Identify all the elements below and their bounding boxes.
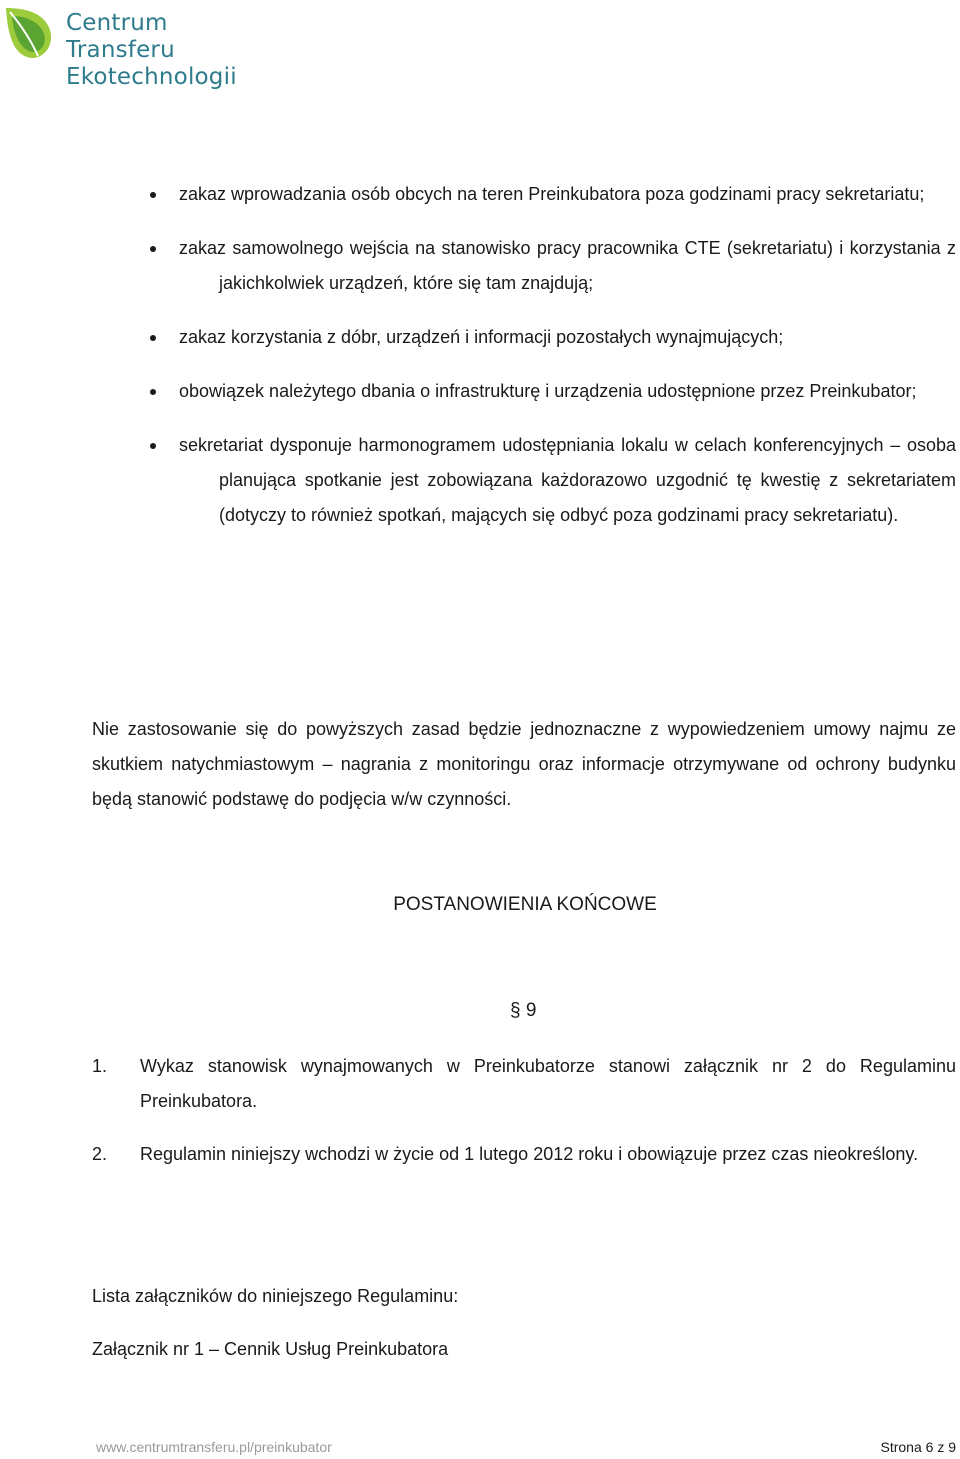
logo-line-1: Centrum [66,10,168,36]
consequences-paragraph: Nie zastosowanie się do powyższych zasad będzie jednoznaczne z wypowiedzeniem umowy najmu ze skutkiem natychmiastowym – nagrania z monitoringu oraz informacje otrzymywane od ochrony budynku będą stanowić podstawę do podjęcia w/w czynności. [92,719,956,809]
list-item [148,374,956,409]
list-item-text: obowiązek należytego dbania o infrastrukturę i urządzenia udostępnione przez Preinkubator; [179,381,917,401]
item-text: Wykaz stanowisk wynajmowanych w Preinkubatorze stanowi załącznik nr 2 do Regulaminu Preinkubatora. [140,1056,956,1111]
logo-line-3: Ekotechnologii [66,64,237,90]
item-number: 1. [92,1056,108,1076]
leaf-logo-icon [4,4,64,64]
section-number: § 9 [510,1000,537,1021]
numbered-item [92,1137,956,1172]
rules-list [148,177,956,533]
list-item [148,177,956,212]
list-item-text: zakaz samowolnego wejścia na stanowisko pracy pracownika CTE (sekretariatu) i korzystania z jakichkolwiek urządzeń, które się tam znajdują; [179,238,956,293]
section-heading: POSTANOWIENIA KOŃCOWE [393,894,657,915]
logo-wordmark [66,10,237,91]
numbered-item [92,1049,956,1119]
item-number: 2. [92,1144,108,1164]
footer-url-link[interactable]: www.centrumtransferu.pl/preinkubator [96,1439,332,1455]
attachment-item: Załącznik nr 1 – Cennik Usług Preinkubatora [92,1339,449,1359]
list-item-text: zakaz korzystania z dóbr, urządzeń i informacji pozostałych wynajmujących; [179,327,784,347]
list-item [148,428,956,533]
item-text: Regulamin niniejszy wchodzi w życie od 1 lutego 2012 roku i obowiązuje przez czas nieokreślony. [140,1144,919,1164]
list-item-text: sekretariat dysponuje harmonogramem udostępniania lokalu w celach konferencyjnych – osoba planująca spotkanie jest zobowiązana każdorazowo uzgodnić tę kwestię z sekretariatem (dotyczy to również spotkań, mających się odbyć poza godzinami pracy sekretariatu). [179,435,956,525]
page-number: Strona 6 z 9 [880,1439,956,1455]
list-item [148,320,956,355]
attachments-title: Lista załączników do niniejszego Regulaminu: [92,1286,459,1306]
logo-line-2: Transferu [66,37,175,63]
logo [4,4,244,96]
list-item [148,231,956,301]
list-item-text: zakaz wprowadzania osób obcych na teren Preinkubatora poza godzinami pracy sekretariatu; [179,184,925,204]
